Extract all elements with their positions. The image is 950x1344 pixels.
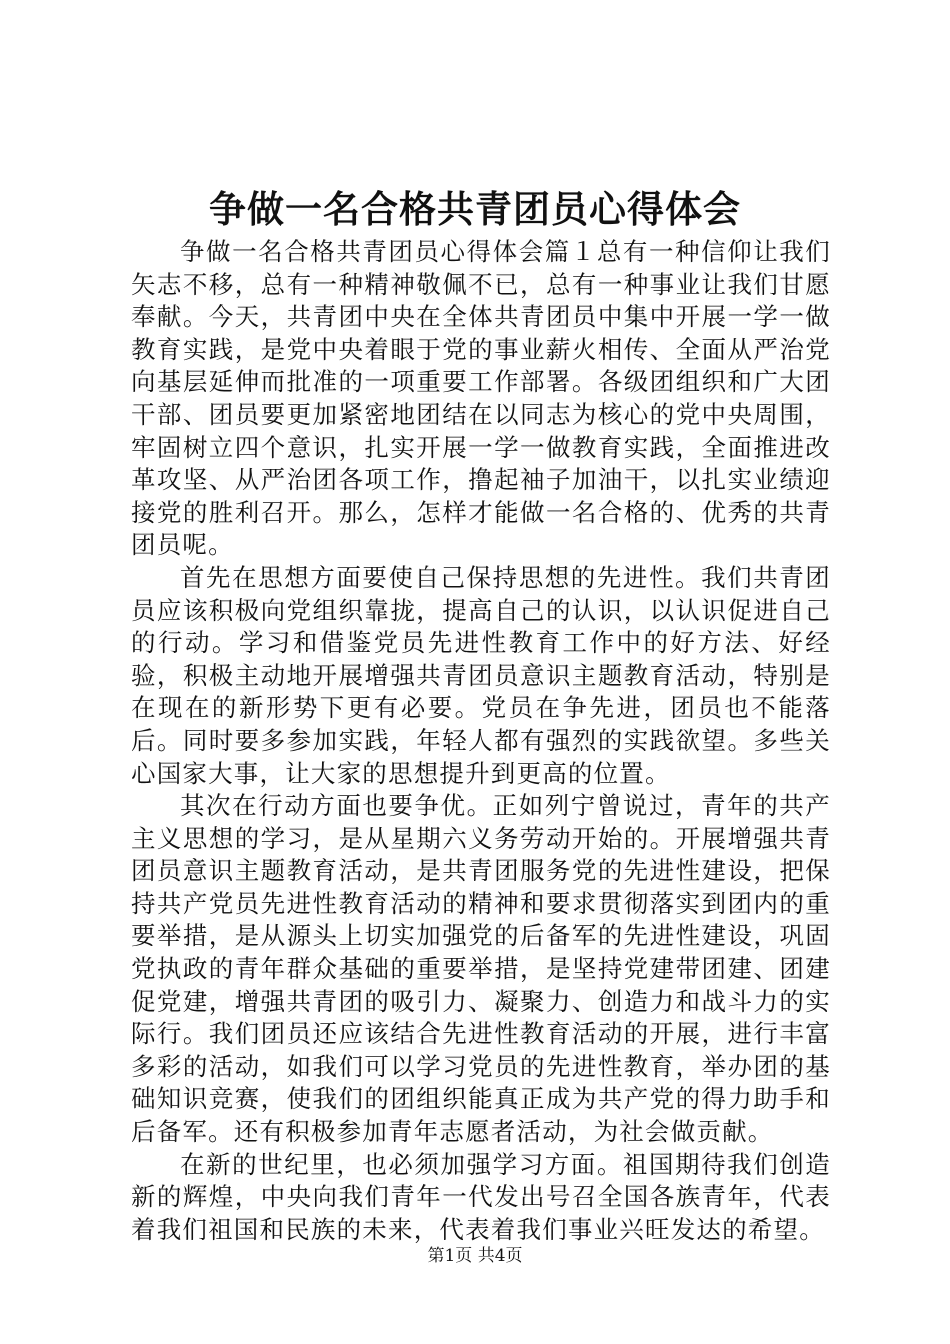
paragraph-4: 在新的世纪里，也必须加强学习方面。祖国期待我们创造新的辉煌，中央向我们青年一代发出号召全国各族青年，代表着我们祖国和民族的未来，代表着我们事业兴旺发达的希望。 xyxy=(131,1149,831,1244)
paragraph-1: 争做一名合格共青团员心得体会篇１总有一种信仰让我们矢志不移，总有一种精神敬佩不已，总有一种事业让我们甘愿奉献。今天，共青团中央在全体共青团员中集中开展一学一做教育实践，是党中央着眼于党的事业薪火相传、全面从严治党向基层延伸而批准的一项重要工作部署。各级团组织和广大团干部、团员要更加紧密地团结在以同志为核心的党中央周围，牢固树立四个意识，扎实开展一学一做教育实践，全面推进改革攻坚、从严治团各项工作，撸起袖子加油干，以扎实业绩迎接党的胜利召开。那么，怎样才能做一名合格的、优秀的共青团员呢。 xyxy=(131,237,831,560)
document-title: 争做一名合格共青团员心得体会 xyxy=(209,187,741,231)
paragraph-3: 其次在行动方面也要争优。正如列宁曾说过，青年的共产主义思想的学习，是从星期六义务劳动开始的。开展增强共青团员意识主题教育活动，是共青团服务党的先进性建设，把保持共产党员先进性教育活动的精神和要求贯彻落实到团内的重要举措，是从源头上切实加强党的后备军的先进性建设，巩固党执政的青年群众基础的重要举措，是坚持党建带团建、团建促党建，增强共青团的吸引力、凝聚力、创造力和战斗力的实际行。我们团员还应该结合先进性教育活动的开展，进行丰富多彩的活动，如我们可以学习党员的先进性教育，举办团的基础知识竞赛，使我们的团组织能真正成为共产党的得力助手和后备军。还有积极参加青年志愿者活动，为社会做贡献。 xyxy=(131,791,831,1147)
document-body xyxy=(131,236,831,1246)
paragraph-2: 首先在思想方面要使自己保持思想的先进性。我们共青团员应该积极向党组织靠拢，提高自己的认识，以认识促进自己的行动。学习和借鉴党员先进性教育工作中的好方法、好经验，积极主动地开展增强共青团员意识主题教育活动，特别是在现在的新形势下更有必要。党员在争先进，团员也不能落后。同时要多参加实践，年轻人都有强烈的实践欲望。多些关心国家大事，让大家的思想提升到更高的位置。 xyxy=(131,562,831,788)
page-number-footer: 第1页 共4页 xyxy=(427,1246,523,1266)
